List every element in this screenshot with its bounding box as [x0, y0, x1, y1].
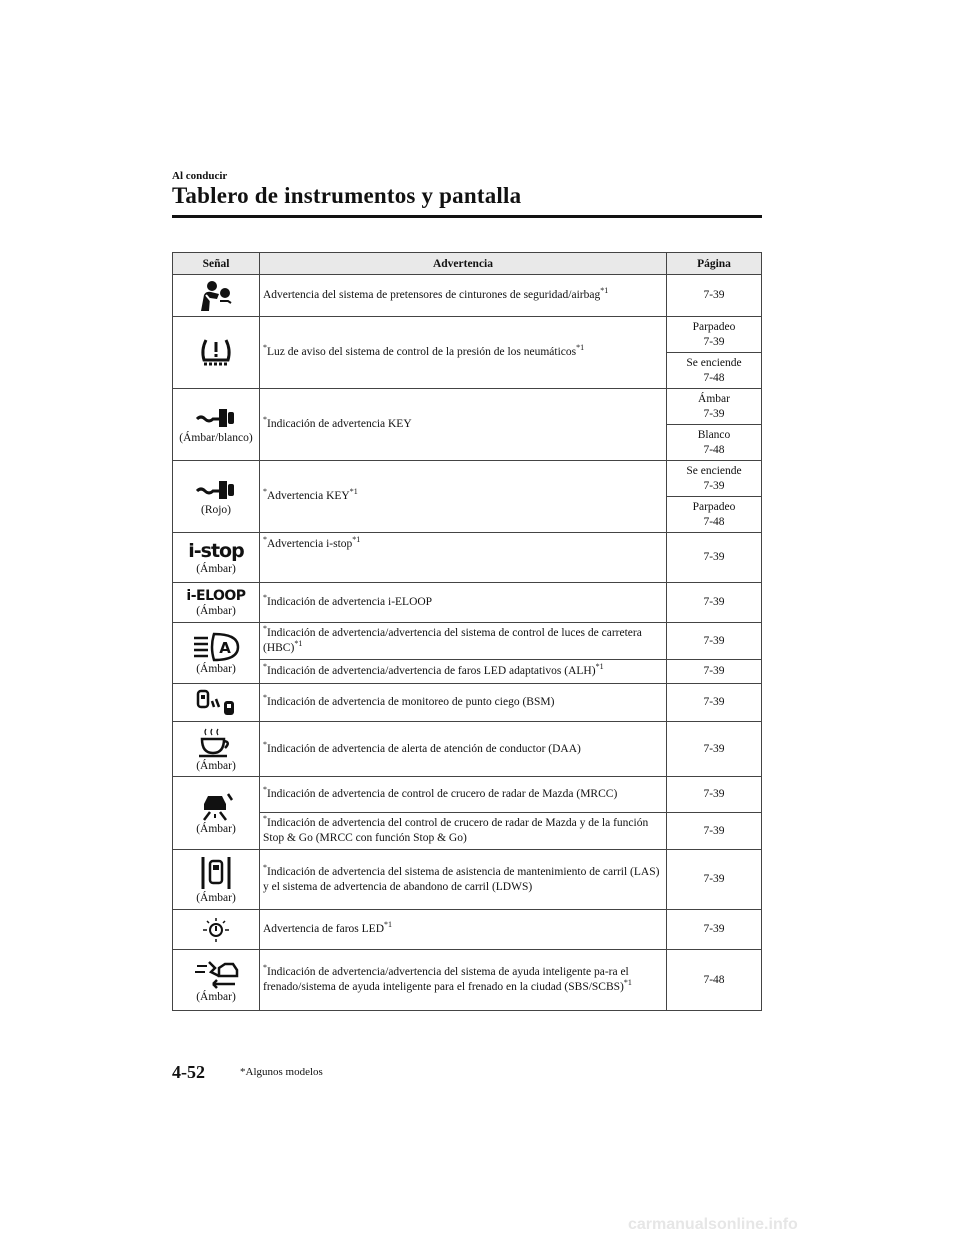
page-condition: Parpadeo — [692, 320, 736, 333]
asterisk: * — [263, 662, 267, 672]
page-number: 4-52 — [172, 1062, 205, 1082]
warning-text: Advertencia i-stop — [267, 538, 353, 550]
table-row — [173, 389, 762, 425]
signal-caption: (Ámbar) — [196, 563, 236, 575]
table-row — [173, 950, 762, 1011]
warning-cell — [260, 533, 667, 583]
warning-cell — [260, 389, 667, 461]
warning-text: Indicación de advertencia/advertencia del sistema de control de luces de carretera (HBC) — [263, 627, 642, 654]
signal-cell — [173, 684, 260, 722]
table-row — [173, 660, 762, 684]
auto-headlight-icon — [192, 632, 240, 662]
signal-cell — [173, 777, 260, 850]
table-header-row — [173, 253, 762, 275]
footnote: *Algunos modelos — [240, 1066, 323, 1078]
warning-text: Indicación de advertencia de monitoreo de punto ciego (BSM) — [267, 696, 555, 708]
signal-cell — [173, 389, 260, 461]
signal-caption: (Ámbar/blanco) — [179, 432, 253, 444]
asterisk: * — [263, 963, 267, 973]
page-cell — [667, 317, 762, 353]
warning-cell — [260, 583, 667, 623]
footnote-mark: *1 — [352, 535, 361, 545]
asterisk: * — [263, 693, 267, 703]
asterisk: * — [263, 785, 267, 795]
warning-text: Indicación de advertencia de alerta de atención de conductor (DAA) — [267, 742, 581, 755]
warning-text: Indicación de advertencia KEY — [267, 418, 412, 430]
page-cell: 7-39 — [667, 850, 762, 910]
signal-caption: (Rojo) — [200, 504, 232, 516]
signal-cell — [173, 722, 260, 777]
header-signal: Señal — [173, 253, 260, 275]
signal-cell — [173, 317, 260, 389]
seatbelt-airbag-warning-icon — [197, 279, 235, 313]
warning-cell — [260, 722, 667, 777]
title-rule — [172, 215, 762, 218]
lane-keep-icon — [200, 855, 232, 891]
warning-text: Indicación de advertencia de control de crucero de radar de Mazda (MRCC) — [267, 788, 618, 800]
page-condition: Parpadeo — [692, 500, 736, 513]
warning-cell — [260, 777, 667, 813]
warning-cell — [260, 275, 667, 317]
table-row — [173, 317, 762, 353]
header-warning: Advertencia — [260, 253, 667, 275]
signal-caption: (Ámbar) — [196, 605, 236, 617]
warning-text: Luz de aviso del sistema de control de la presión de los neumáticos — [267, 346, 577, 358]
asterisk: * — [263, 535, 267, 545]
page-cell: 7-48 — [667, 950, 762, 1011]
led-headlight-warning-icon — [199, 916, 233, 944]
page-cell — [667, 425, 762, 461]
blind-spot-monitor-icon — [194, 689, 238, 717]
page-cell: 7-39 — [667, 777, 762, 813]
signal-caption: (Ámbar) — [196, 822, 236, 835]
table-row — [173, 777, 762, 813]
coffee-cup-icon — [196, 727, 236, 759]
signal-cell — [173, 850, 260, 910]
page-cell — [667, 353, 762, 389]
page-cell: 7-39 — [667, 623, 762, 660]
key-warning-icon — [195, 405, 237, 431]
warning-cell — [260, 684, 667, 722]
warning-text: Indicación de advertencia i-ELOOP — [267, 596, 433, 608]
warning-cell — [260, 910, 667, 950]
table-row — [173, 813, 762, 850]
page-condition: Se enciende — [686, 464, 742, 477]
warning-cell — [260, 850, 667, 910]
signal-cell — [173, 950, 260, 1011]
signal-caption: (Ámbar) — [196, 759, 236, 772]
page-cell: 7-39 — [667, 910, 762, 950]
asterisk: * — [263, 343, 267, 353]
table-row — [173, 684, 762, 722]
page-cell: 7-39 — [667, 583, 762, 623]
radar-cruise-icon — [196, 792, 236, 822]
asterisk: * — [263, 593, 267, 603]
warning-cell — [260, 461, 667, 533]
auto-letter: A — [219, 638, 231, 657]
i-stop-icon: i-stop — [188, 540, 244, 562]
i-eloop-icon: i-ELOOP — [186, 588, 246, 604]
tire-pressure-warning-icon — [198, 336, 234, 370]
page-title: Tablero de instrumentos y pantalla — [172, 183, 522, 208]
page-condition: Se enciende — [686, 356, 742, 369]
signal-caption: (Ámbar) — [196, 990, 236, 1003]
warning-cell — [260, 317, 667, 389]
page-condition: Blanco — [697, 428, 731, 441]
page-ref: 7-48 — [703, 371, 725, 384]
table-row — [173, 461, 762, 497]
page-cell: 7-39 — [667, 722, 762, 777]
smart-brake-support-icon — [193, 958, 239, 990]
asterisk: * — [263, 814, 267, 824]
warning-text: Advertencia del sistema de pretensores de cinturones de seguridad/airbag — [263, 289, 601, 301]
page-ref: 7-48 — [703, 443, 725, 456]
table-row — [173, 623, 762, 660]
header-page: Página — [667, 253, 762, 275]
signal-cell — [173, 533, 260, 583]
footnote-mark: *1 — [595, 662, 604, 672]
page-cell: 7-39 — [667, 660, 762, 684]
section-label: Al conducir — [172, 170, 228, 182]
watermark: carmanualsonline.info — [628, 1216, 798, 1233]
table-row — [173, 722, 762, 777]
signal-cell — [173, 623, 260, 684]
footnote-mark: *1 — [384, 920, 393, 930]
warning-cell — [260, 623, 667, 660]
table-row — [173, 910, 762, 950]
page-cell: 7-39 — [667, 684, 762, 722]
page-condition: Ámbar — [698, 392, 730, 405]
warning-text: Indicación de advertencia/advertencia del sistema de ayuda inteligente pa-ra el frenado/sistema de ayuda inteligente para el frenado en la ciudad (SBS/SCBS) — [263, 966, 629, 993]
warning-text: Indicación de advertencia del sistema de asistencia de mantenimiento de carril (LAS) y el sistema de advertencia de abandono de carril (LDWS) — [263, 865, 660, 893]
signal-cell — [173, 275, 260, 317]
table-row — [173, 583, 762, 623]
warning-cell — [260, 660, 667, 684]
warning-text: Advertencia KEY — [267, 490, 350, 502]
warning-cell — [260, 813, 667, 850]
footnote-mark: *1 — [623, 978, 632, 988]
signal-caption: (Ámbar) — [196, 892, 236, 904]
asterisk: * — [263, 862, 267, 872]
asterisk: * — [263, 487, 267, 497]
warning-text: Indicación de advertencia/advertencia de faros LED adaptativos (ALH) — [267, 665, 596, 677]
page-cell — [667, 461, 762, 497]
table-row — [173, 275, 762, 317]
signal-cell — [173, 910, 260, 950]
footnote-mark: *1 — [600, 286, 609, 296]
page-cell: 7-39 — [667, 275, 762, 317]
page-ref: 7-39 — [703, 335, 725, 348]
page-cell — [667, 389, 762, 425]
page-cell — [667, 497, 762, 533]
footnote-mark: *1 — [576, 343, 585, 353]
table-row — [173, 533, 762, 583]
signal-cell — [173, 583, 260, 623]
page-ref: 7-39 — [703, 407, 725, 420]
footnote-mark: *1 — [349, 487, 358, 497]
asterisk: * — [263, 739, 267, 749]
signal-caption: (Ámbar) — [196, 662, 236, 675]
warning-table — [172, 252, 762, 1011]
signal-cell — [173, 461, 260, 533]
page-ref: 7-48 — [703, 515, 725, 528]
asterisk: * — [263, 415, 267, 425]
page-cell: 7-39 — [667, 533, 762, 583]
warning-text: Indicación de advertencia del control de crucero de radar de Mazda y de la función Stop & Go (MRCC con función Stop & Go) — [263, 817, 649, 844]
table-row — [173, 850, 762, 910]
asterisk: * — [263, 624, 267, 634]
page-cell: 7-39 — [667, 813, 762, 850]
warning-text: Advertencia de faros LED — [263, 923, 385, 935]
key-warning-icon — [195, 477, 237, 503]
page-ref: 7-39 — [703, 479, 725, 492]
warning-cell — [260, 950, 667, 1011]
footnote-mark: *1 — [294, 639, 303, 649]
